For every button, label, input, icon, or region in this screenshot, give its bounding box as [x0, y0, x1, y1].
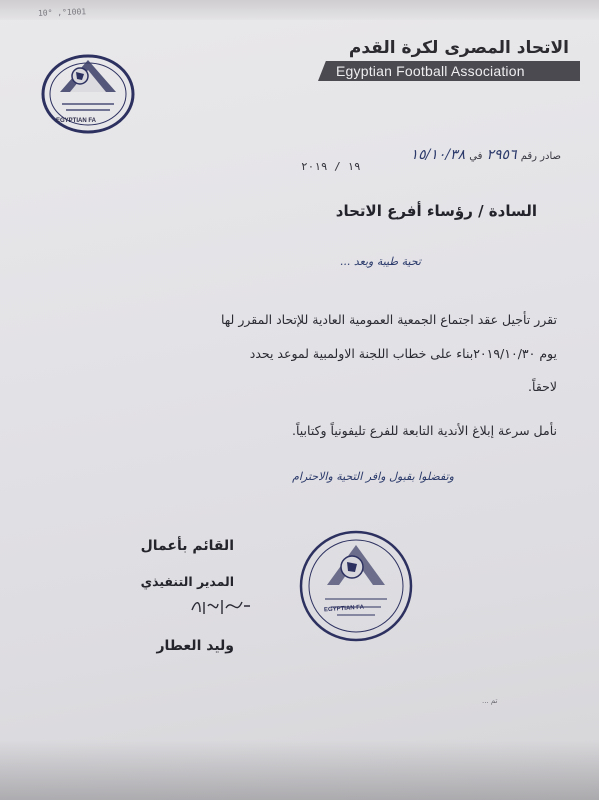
reference-date-printed: ١٩ / ٢٠١٩ — [301, 160, 361, 173]
logo-label: EGYPTIAN FA — [56, 118, 97, 124]
stamp-label: EGYPTIAN FA — [323, 604, 365, 614]
fold-through-text: 10° ,°1001 — [37, 7, 87, 18]
reference-prefix: صادر رقم — [520, 151, 561, 162]
signatory-name: وليد العطار — [156, 638, 234, 654]
reference-date-handwritten: ١٥/١٠/٣٨ — [410, 147, 466, 163]
letterhead-name-english: Egyptian Football Association — [336, 63, 525, 79]
reference-line — [411, 147, 561, 163]
body-line-4: نأمل سرعة إبلاغ الأندية التابعة للفرع تليفونياً وكتابياً. — [291, 423, 557, 438]
handwritten-signature — [188, 596, 254, 618]
footer-mark: تم ... — [482, 697, 498, 705]
body-line-3: لاحقاً. — [528, 379, 557, 394]
page-top-edge — [0, 0, 599, 20]
official-stamp-icon — [297, 527, 415, 645]
salutation: السادة / رؤساء أفرع الاتحاد — [335, 202, 537, 220]
greeting: تحية طيبة وبعد ... — [339, 255, 421, 268]
letterhead-name-arabic: الاتحاد المصرى لكرة القدم — [348, 38, 569, 58]
signatory-title-line-2: المدير التنفيذي — [140, 574, 234, 589]
signatory-title-line-1: القائم بأعمال — [140, 538, 234, 554]
body-line-2: يوم ٢٠١٩/١٠/٣٠بناء على خطاب اللجنة الاولمبية لموعد يحدد — [249, 346, 557, 361]
reference-number: ٢٩٥٦ — [486, 147, 517, 163]
reference-in-word: في — [469, 151, 483, 162]
body-line-1: تقرر تأجيل عقد اجتماع الجمعية العمومية العادية للإتحاد المقرر لها — [220, 312, 557, 327]
closing-remark: وتفضلوا بقبول وافر التحية والاحترام — [292, 470, 454, 483]
page-shadow — [0, 740, 599, 800]
